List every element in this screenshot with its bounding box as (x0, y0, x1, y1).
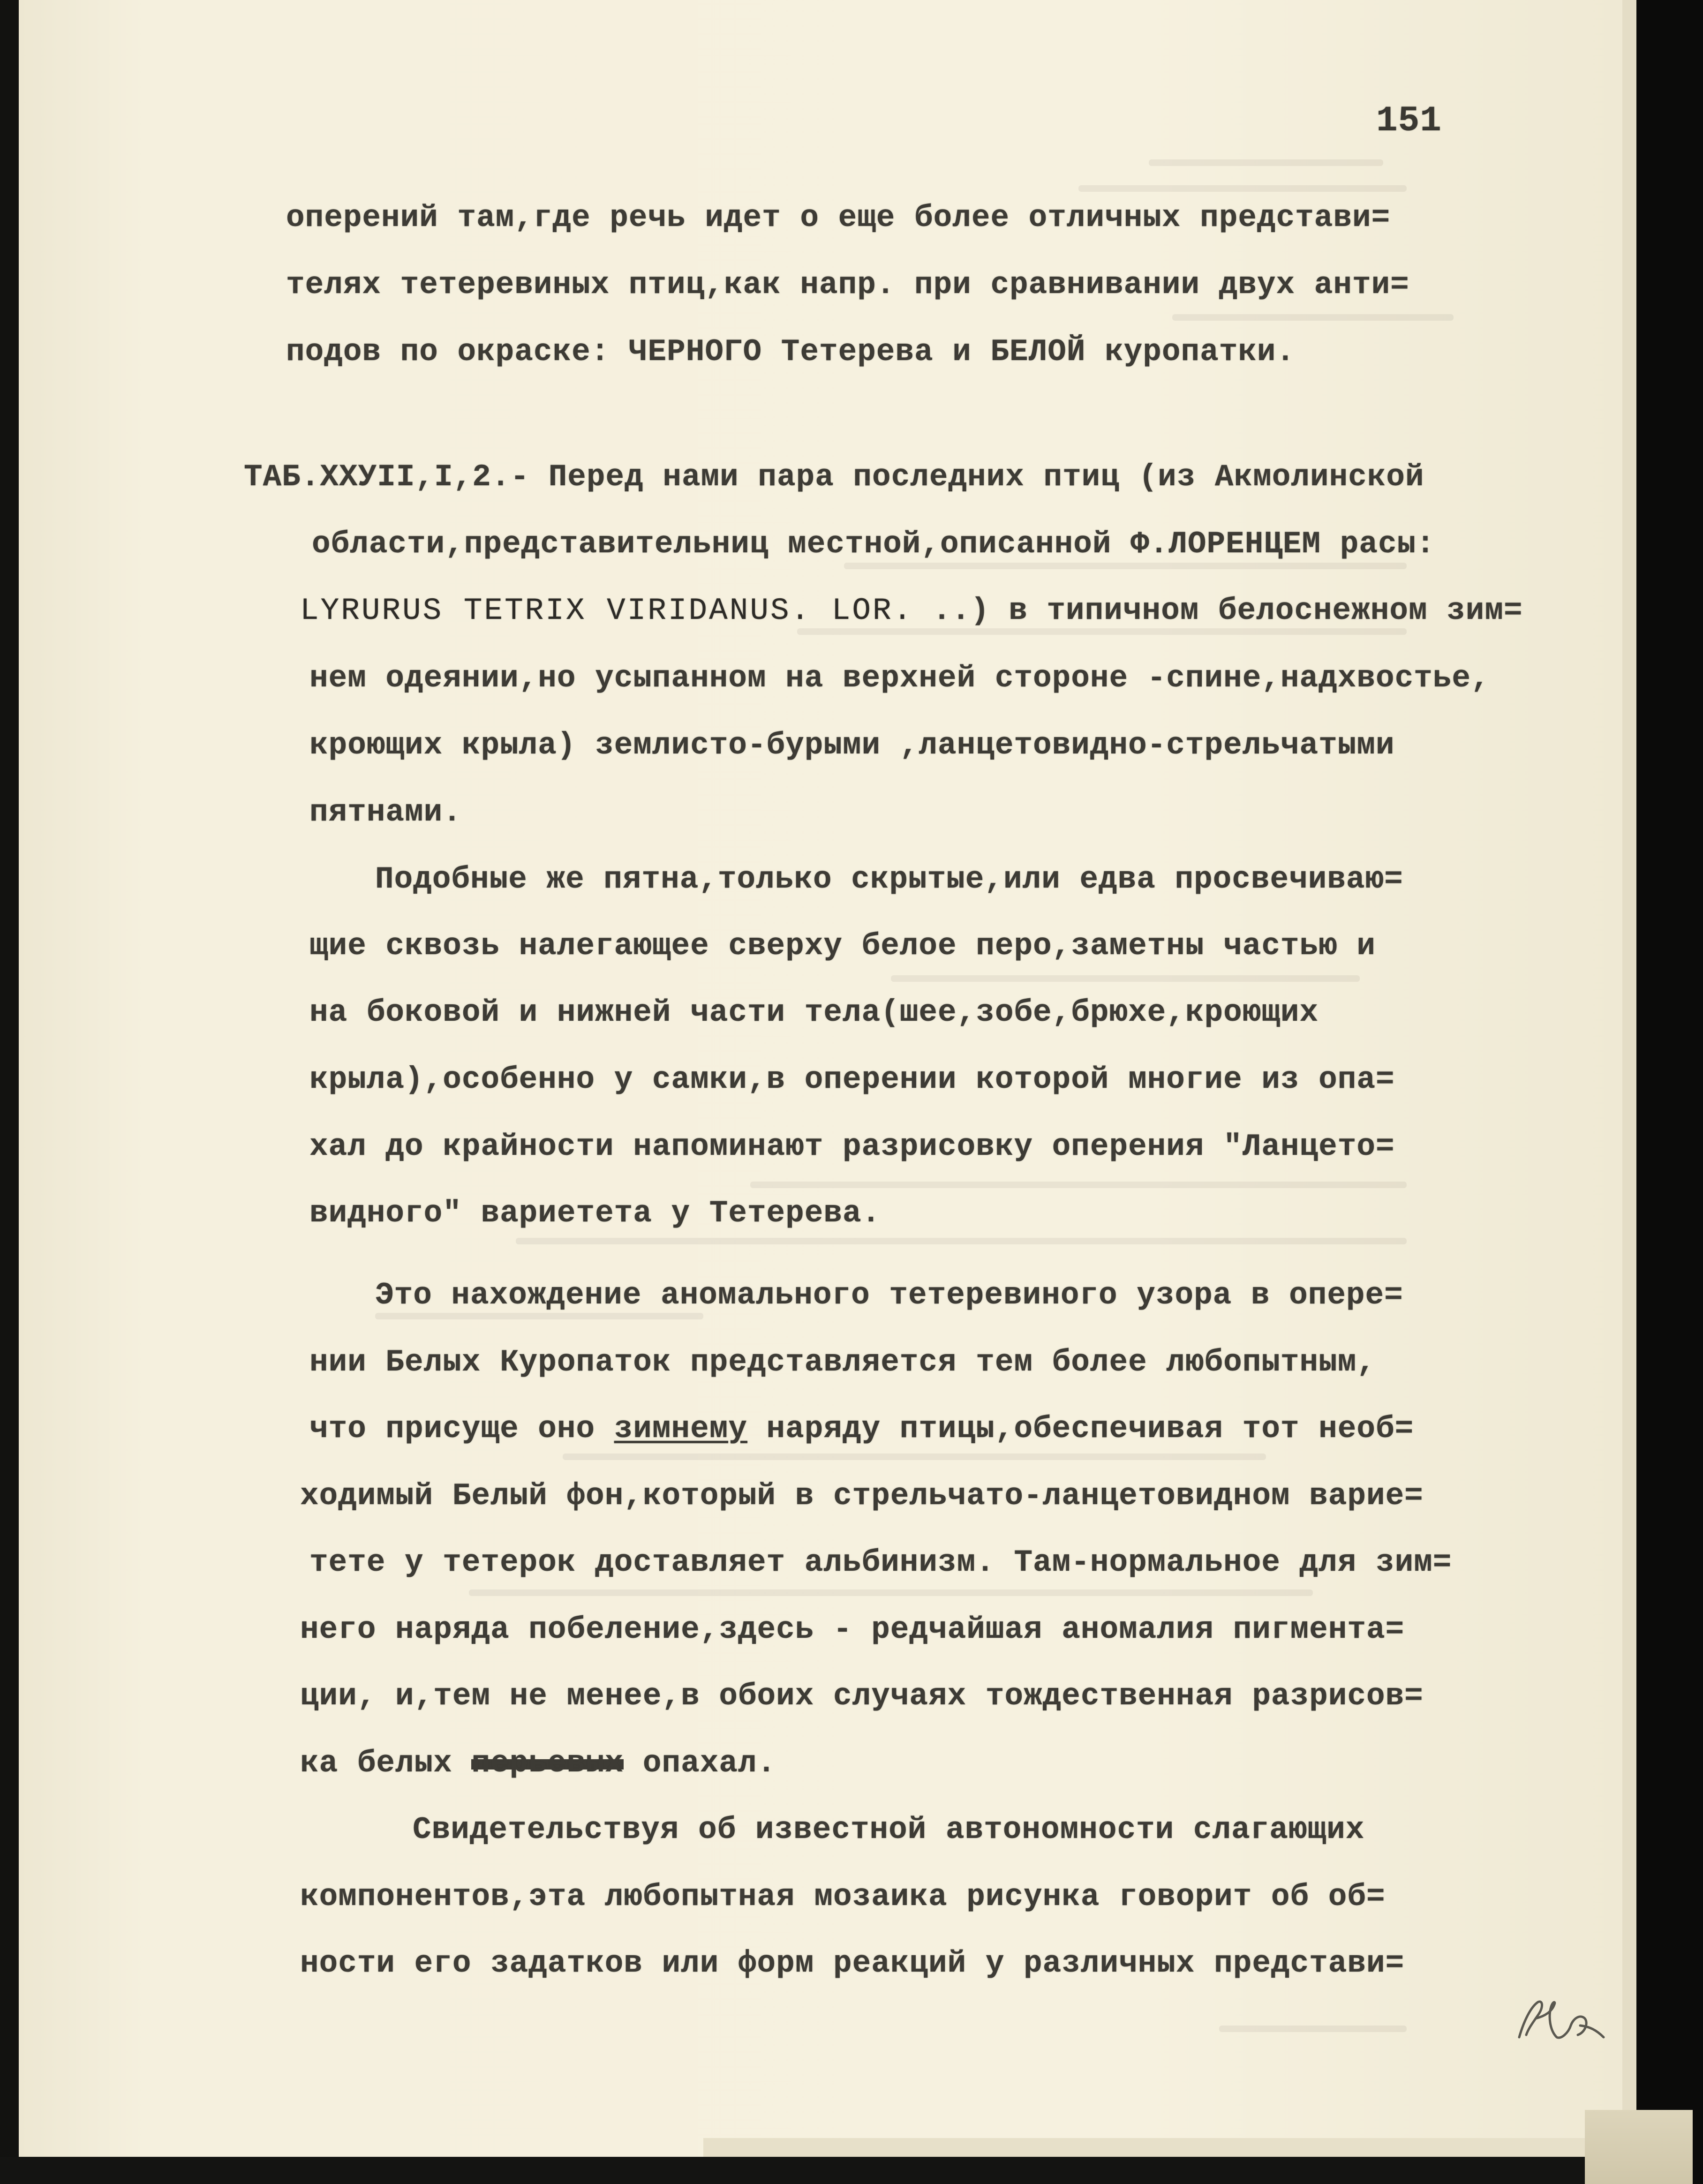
latin-species-name: LYRURUS TETRIX VIRIDANUS. LOR. (300, 593, 914, 628)
text-line: телях тетеревиных птиц,как напр. при сравнивании двух анти= (286, 267, 1409, 302)
text-line: щие сквозь налегающее сверху белое перо,заметны частью и (309, 928, 1376, 964)
text-line: ции, и,тем не менее,в обоих случаях тождественная разрисов= (300, 1679, 1424, 1714)
scan-border-left (0, 0, 19, 2184)
text-line: видного" вариетета у Тетерева. (309, 1196, 881, 1231)
text-fragment: наряду птицы,обеспечивая тот необ= (747, 1411, 1414, 1446)
text-fragment: ка белых (300, 1746, 472, 1781)
struck-out-word: перьевых (471, 1746, 624, 1781)
text-line: оперений там,где речь идет о еще более отличных представи= (286, 200, 1391, 235)
text-line: ности его задатков или форм реакций у различных представи= (300, 1946, 1405, 1981)
text-line (300, 1748, 776, 1779)
text-line: хал до крайности напоминают разрисовку оперения "Ланцето= (309, 1129, 1395, 1164)
text-fragment: опахал. (624, 1746, 776, 1781)
text-line: нии Белых Куропаток представляется тем более любопытным, (309, 1345, 1376, 1380)
text-line: подов по окраске: ЧЕРНОГО Тетерева и БЕЛОЙ куропатки. (286, 334, 1296, 369)
underlying-sheet-edge (703, 2138, 1632, 2157)
text-line: ходимый Белый фон,который в стрельчато-ланцетовидном варие= (300, 1478, 1424, 1514)
underlying-sheet-corner (1585, 2110, 1693, 2184)
text-line: него наряда побеление,здесь - редчайшая аномалия пигмента= (300, 1612, 1405, 1647)
text-line: нем одеянии,но усыпанном на верхней стороне -спине,надхвостье, (309, 661, 1490, 696)
handwritten-initials-icon (1510, 1993, 1613, 2049)
text-line: пятнами. (309, 795, 462, 830)
text-line: Это нахождение аномального тетеревиного узора в опере= (375, 1278, 1403, 1313)
page-edge (1622, 0, 1636, 2157)
text-line: компонентов,эта любопытная мозаика рисунка говорит об об= (300, 1879, 1386, 1914)
page-number: 151 (1376, 101, 1442, 141)
text-line: ТАБ.XXУII,I,2.- Перед нами пара последних птиц (из Акмолинской (244, 459, 1424, 495)
underlined-word: зимнему (614, 1411, 747, 1446)
text-line: Подобные же пятна,только скрытые,или едва просвечиваю= (375, 862, 1403, 897)
text-fragment: что присуще оно (309, 1411, 614, 1446)
text-fragment: ..) в типичном белоснежном зим= (913, 593, 1523, 628)
text-line (309, 1411, 1414, 1446)
text-line (300, 595, 1523, 626)
text-line: Свидетельствуя об известной автономности слагающих (413, 1812, 1365, 1847)
text-line: крыла),особенно у самки,в оперении которой многие из опа= (309, 1062, 1395, 1097)
text-line: на боковой и нижней части тела(шее,зобе,брюхе,кроющих (309, 995, 1319, 1030)
scan-border-bottom (0, 2157, 1585, 2184)
text-line: кроющих крыла) землисто-бурыми ,ланцетовидно-стрельчатыми (309, 728, 1395, 763)
text-line: тете у тетерок доставляет альбинизм. Там-нормальное для зим= (309, 1545, 1452, 1580)
text-line: области,представительниц местной,описанной Ф.ЛОРЕНЦЕМ расы: (312, 527, 1435, 562)
